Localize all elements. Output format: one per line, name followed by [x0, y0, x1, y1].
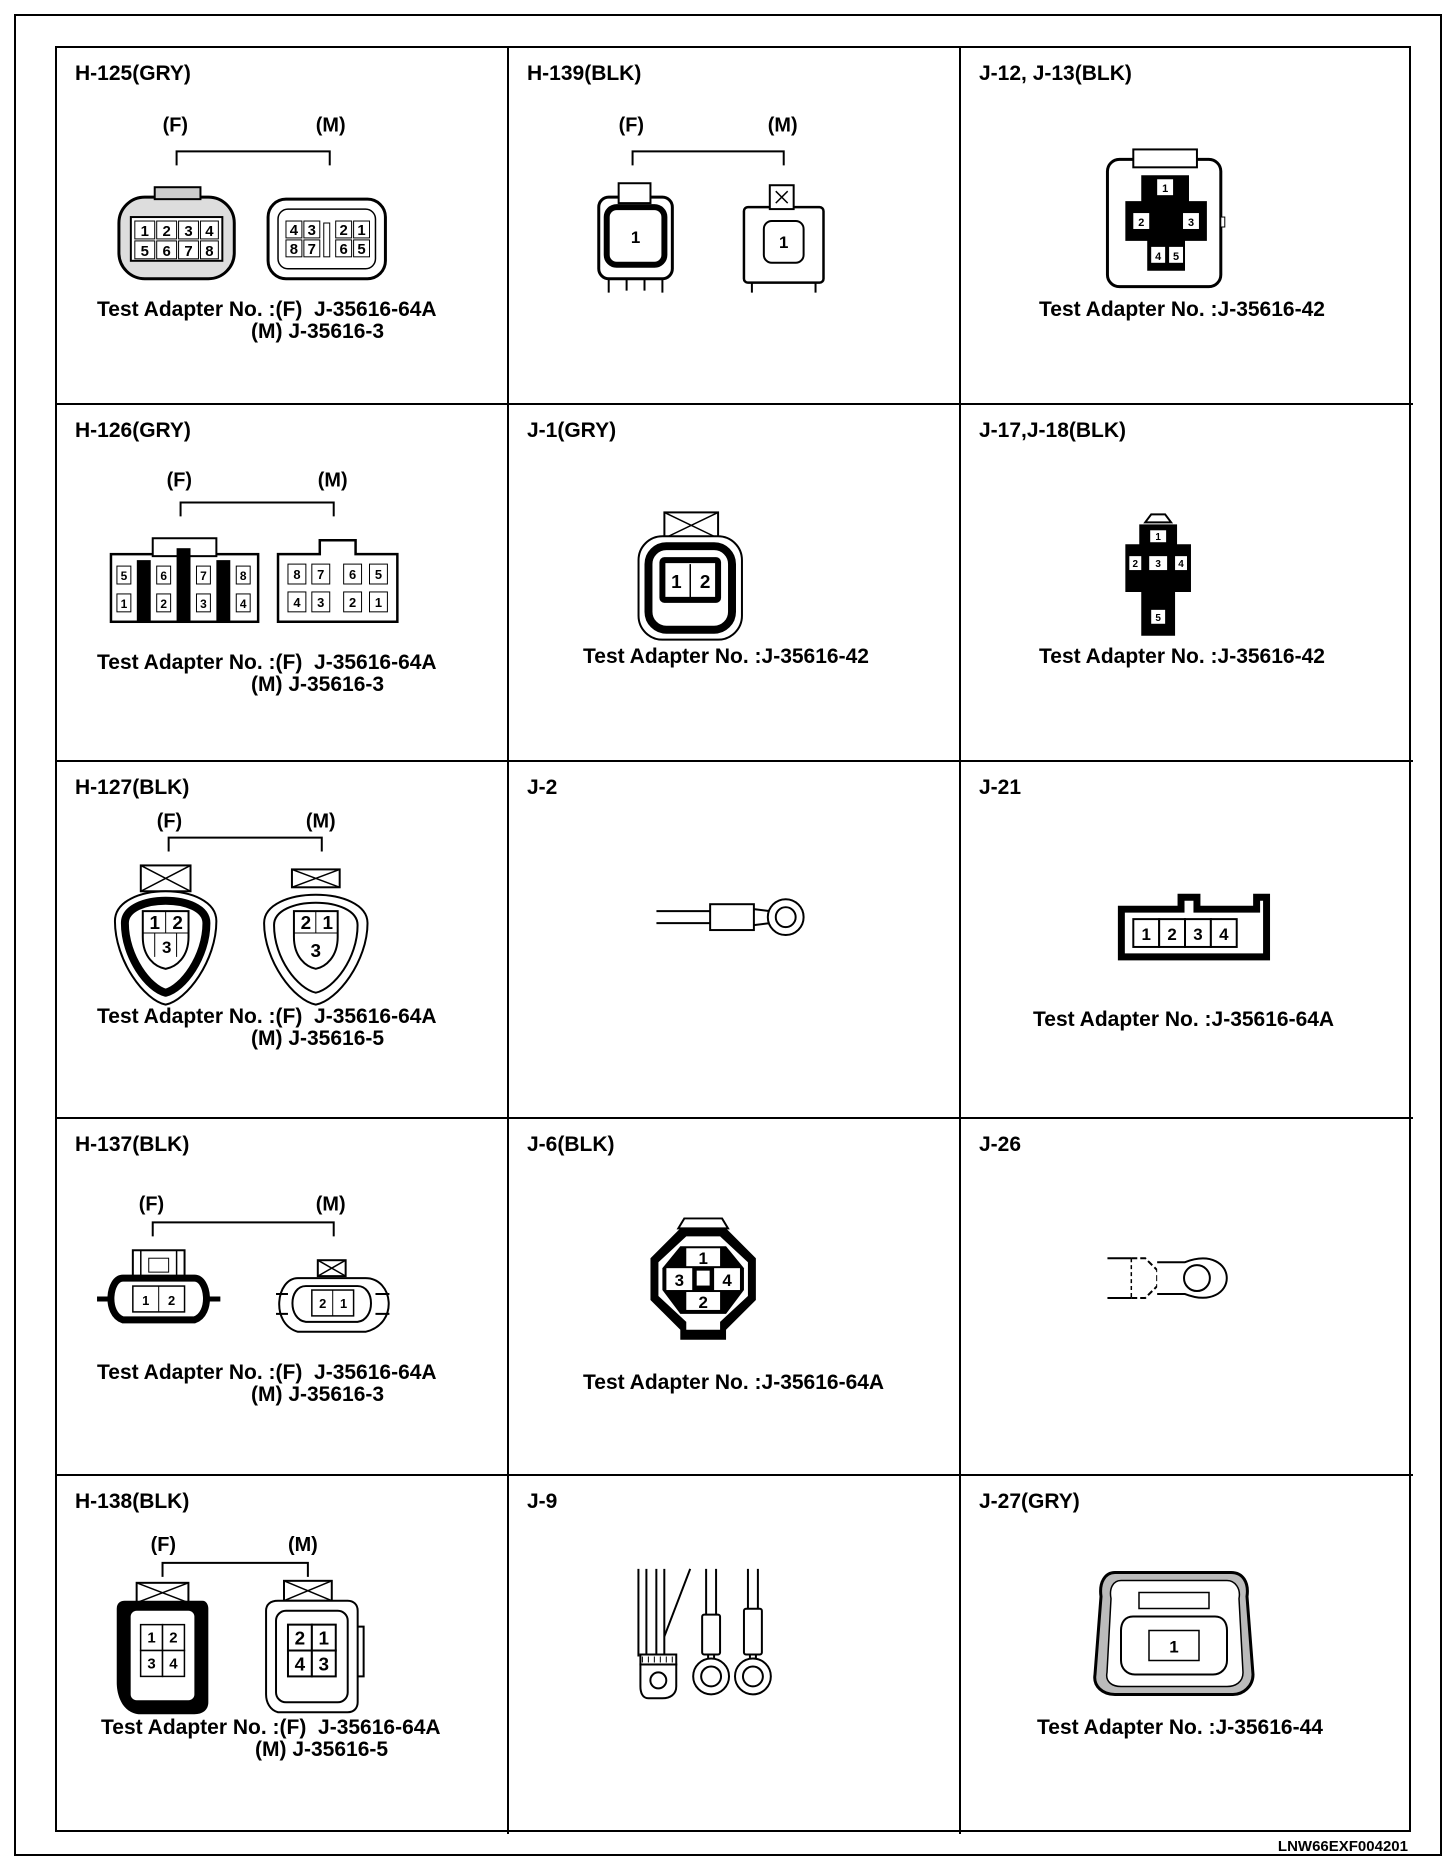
document-id: LNW66EXF004201 [1277, 1838, 1408, 1855]
svg-text:1: 1 [357, 222, 366, 239]
svg-text:8: 8 [239, 569, 247, 584]
female-label: (F) [275, 298, 303, 321]
svg-text:5: 5 [374, 567, 383, 583]
svg-text:2: 2 [339, 222, 348, 239]
j26-ring-terminal-diagram [961, 1119, 1413, 1474]
svg-text:4: 4 [294, 1654, 306, 1676]
cell-h126 [57, 405, 509, 762]
adapter-male-number: J-35616-5 [288, 1027, 385, 1050]
cell-j21 [961, 762, 1413, 1119]
cell-j27 [961, 1476, 1413, 1834]
h137-male-connector [276, 1260, 389, 1332]
adapter-number: J-35616-64A [1211, 1008, 1335, 1031]
cell-title: J-27(GRY) [979, 1490, 1080, 1513]
svg-text:1: 1 [147, 1629, 156, 1647]
cell-h125 [57, 48, 509, 405]
svg-text:3: 3 [1187, 216, 1195, 229]
svg-text:4: 4 [205, 223, 214, 240]
svg-text:1: 1 [1141, 924, 1151, 944]
test-adapter-line: Test Adapter No. :(F) J-35616-64A [101, 1716, 441, 1739]
svg-text:5: 5 [357, 241, 366, 258]
svg-text:4: 4 [293, 594, 301, 610]
svg-text:7: 7 [307, 241, 316, 258]
svg-text:(M): (M) [315, 1193, 346, 1216]
svg-text:4: 4 [1219, 924, 1229, 944]
adapter-label: Test Adapter No. : [97, 298, 276, 321]
cell-title: H-125(GRY) [75, 62, 191, 85]
svg-text:3: 3 [161, 937, 172, 957]
test-adapter-line: Test Adapter No. :J-35616-42 [1039, 645, 1325, 668]
svg-text:1: 1 [322, 913, 333, 935]
adapter-female-number: J-35616-64A [314, 651, 437, 674]
h125-male-connector [268, 199, 385, 279]
h137-connector-diagram [57, 1119, 507, 1474]
svg-text:(M): (M) [287, 1533, 318, 1556]
svg-text:2: 2 [349, 594, 357, 610]
j12-connector-diagram [961, 48, 1413, 403]
test-adapter-line [97, 298, 437, 322]
h126-female-connector [111, 538, 258, 622]
svg-text:1: 1 [1155, 532, 1161, 544]
test-adapter-line-male: (M) J-35616-5 [255, 1738, 389, 1761]
cell-h127 [57, 762, 509, 1119]
adapter-number: J-35616-42 [1217, 645, 1325, 668]
test-adapter-line-male: (M) J-35616-5 [251, 1027, 385, 1050]
adapter-female-number: J-35616-64A [314, 298, 437, 321]
male-label: (M) [251, 320, 283, 343]
svg-text:1: 1 [698, 1249, 708, 1269]
h139-female-connector [599, 183, 673, 292]
h127-female-connector [115, 865, 216, 1004]
svg-text:(M): (M) [305, 810, 336, 833]
svg-text:4: 4 [289, 222, 299, 239]
svg-text:2: 2 [1167, 924, 1177, 944]
h125-female-connector [119, 187, 234, 278]
cell-title: J-6(BLK) [527, 1133, 615, 1156]
j9-terminals-diagram [509, 1476, 959, 1834]
svg-text:4: 4 [722, 1271, 732, 1291]
h137-female-connector [97, 1250, 220, 1320]
h127-male-connector [264, 869, 367, 1004]
j1-connector-diagram [509, 405, 959, 760]
svg-text:1: 1 [630, 227, 641, 247]
adapter-number: J-35616-42 [1217, 298, 1325, 321]
svg-text:(F): (F) [166, 469, 193, 492]
h138-male-connector [266, 1581, 364, 1712]
svg-text:1: 1 [1162, 183, 1169, 196]
svg-text:4: 4 [169, 1655, 178, 1673]
cell-title: J-9 [527, 1490, 558, 1513]
j6-connector-diagram [509, 1119, 959, 1474]
svg-text:3: 3 [147, 1655, 156, 1673]
adapter-male-number: J-35616-3 [288, 1383, 385, 1406]
svg-text:5: 5 [1155, 612, 1161, 624]
svg-text:1: 1 [318, 1628, 330, 1650]
svg-text:8: 8 [205, 243, 214, 260]
svg-text:3: 3 [200, 596, 207, 611]
adapter-male-number: J-35616-3 [288, 320, 385, 343]
svg-text:(F): (F) [618, 114, 645, 137]
svg-text:3: 3 [317, 594, 325, 610]
svg-text:(F): (F) [150, 1533, 177, 1556]
cell-j17-j18 [961, 405, 1413, 762]
test-adapter-line: Test Adapter No. :(F) J-35616-64A [97, 651, 437, 674]
svg-text:2: 2 [699, 571, 711, 593]
svg-text:(F): (F) [138, 1193, 165, 1216]
h125-connector-diagram [57, 48, 507, 403]
h138-connector-diagram [57, 1476, 507, 1834]
cell-j12-j13 [961, 48, 1413, 405]
cell-title: H-127(BLK) [75, 776, 190, 799]
cell-h137 [57, 1119, 509, 1476]
svg-text:3: 3 [1155, 559, 1161, 571]
cell-title: J-26 [979, 1133, 1022, 1156]
svg-text:6: 6 [160, 569, 167, 584]
cell-h138 [57, 1476, 509, 1834]
j9-ring-terminal-1 [693, 1569, 729, 1694]
j21-connector-diagram [961, 762, 1413, 1117]
test-adapter-line: Test Adapter No. :(F) J-35616-64A [97, 1361, 437, 1384]
j27-connector-diagram [961, 1476, 1413, 1834]
h126-connector-diagram [57, 405, 507, 760]
svg-text:6: 6 [339, 241, 348, 258]
svg-text:3: 3 [318, 1654, 330, 1676]
svg-text:2: 2 [162, 223, 171, 240]
cell-title: H-138(BLK) [75, 1490, 190, 1513]
cell-title: J-17,J-18(BLK) [979, 419, 1127, 442]
cell-j26 [961, 1119, 1413, 1476]
test-adapter-line: Test Adapter No. :J-35616-64A [1033, 1008, 1335, 1031]
svg-text:2: 2 [300, 913, 312, 935]
test-adapter-line: Test Adapter No. :J-35616-44 [1037, 1716, 1323, 1739]
cell-title: J-12, J-13(BLK) [979, 62, 1132, 85]
svg-text:1: 1 [779, 232, 789, 252]
svg-text:2: 2 [319, 1295, 327, 1311]
svg-text:3: 3 [184, 223, 193, 240]
svg-text:3: 3 [310, 940, 322, 962]
h127-connector-diagram [57, 762, 507, 1117]
test-adapter-line: Test Adapter No. :J-35616-42 [1039, 298, 1325, 321]
j9-ring-terminal-2 [735, 1569, 771, 1694]
adapter-female-number: J-35616-64A [314, 1361, 437, 1384]
cell-title: J-2 [527, 776, 558, 799]
test-adapter-line-male [251, 320, 384, 344]
svg-text:3: 3 [307, 222, 316, 239]
svg-text:1: 1 [140, 223, 149, 240]
test-adapter-line: Test Adapter No. :J-35616-64A [583, 1371, 885, 1394]
cell-title: H-137(BLK) [75, 1133, 190, 1156]
cell-title: H-139(BLK) [527, 62, 642, 85]
cell-title: H-126(GRY) [75, 419, 191, 442]
cell-j6 [509, 1119, 961, 1476]
svg-text:5: 5 [1173, 250, 1180, 263]
svg-text:1: 1 [374, 594, 383, 610]
svg-text:(M): (M) [767, 114, 798, 137]
test-adapter-line: Test Adapter No. :J-35616-42 [583, 645, 869, 668]
svg-text:2: 2 [698, 1292, 708, 1312]
cell-j2 [509, 762, 961, 1119]
cell-title: J-1(GRY) [527, 419, 617, 442]
test-adapter-line-male: (M) J-35616-3 [251, 1383, 385, 1406]
svg-text:8: 8 [293, 567, 301, 583]
adapter-number: J-35616-64A [761, 1371, 885, 1394]
male-label: (M) [315, 114, 346, 137]
adapter-number: J-35616-42 [761, 645, 869, 668]
h138-female-connector [117, 1583, 209, 1714]
svg-text:6: 6 [349, 567, 357, 583]
svg-text:1: 1 [1169, 1637, 1179, 1657]
cell-j1 [509, 405, 961, 762]
svg-text:4: 4 [1155, 250, 1162, 263]
j17-connector-diagram [961, 405, 1413, 760]
svg-text:7: 7 [200, 569, 207, 584]
adapter-number: J-35616-44 [1215, 1716, 1323, 1739]
svg-text:7: 7 [317, 567, 325, 583]
adapter-female-number: J-35616-64A [318, 1716, 441, 1739]
svg-text:1: 1 [149, 913, 160, 935]
svg-text:2: 2 [1138, 216, 1145, 229]
svg-text:4: 4 [1178, 559, 1184, 571]
svg-text:1: 1 [120, 596, 128, 611]
cell-title: J-21 [979, 776, 1022, 799]
adapter-male-number: J-35616-3 [288, 673, 385, 696]
svg-text:3: 3 [674, 1271, 685, 1291]
svg-text:2: 2 [169, 1629, 178, 1647]
h126-male-connector [278, 540, 397, 622]
h139-connector-diagram [509, 48, 959, 403]
adapter-male-number: J-35616-5 [292, 1738, 389, 1761]
svg-text:2: 2 [160, 596, 167, 611]
svg-text:5: 5 [140, 243, 149, 260]
svg-text:4: 4 [239, 596, 247, 611]
connector-grid [55, 46, 1411, 1832]
adapter-female-number: J-35616-64A [314, 1005, 437, 1028]
svg-text:2: 2 [294, 1628, 306, 1650]
svg-text:7: 7 [184, 243, 193, 260]
svg-text:1: 1 [671, 571, 682, 593]
svg-text:6: 6 [162, 243, 171, 260]
h139-male-connector [744, 185, 824, 292]
female-label: (F) [162, 114, 189, 137]
svg-text:2: 2 [172, 913, 183, 935]
svg-text:3: 3 [1193, 924, 1203, 944]
svg-text:1: 1 [142, 1292, 150, 1308]
svg-text:2: 2 [168, 1292, 176, 1308]
cell-j9 [509, 1476, 961, 1834]
svg-text:(F): (F) [156, 810, 183, 833]
svg-text:8: 8 [289, 241, 299, 258]
j9-crimp-terminal [638, 1569, 690, 1698]
svg-text:1: 1 [340, 1295, 348, 1311]
test-adapter-line: Test Adapter No. :(F) J-35616-64A [97, 1005, 437, 1028]
cell-h139 [509, 48, 961, 405]
svg-text:2: 2 [1132, 559, 1139, 571]
j2-ring-terminal-diagram [509, 762, 959, 1117]
svg-text:5: 5 [120, 569, 128, 584]
svg-text:(M): (M) [317, 469, 348, 492]
test-adapter-line-male: (M) J-35616-3 [251, 673, 385, 696]
